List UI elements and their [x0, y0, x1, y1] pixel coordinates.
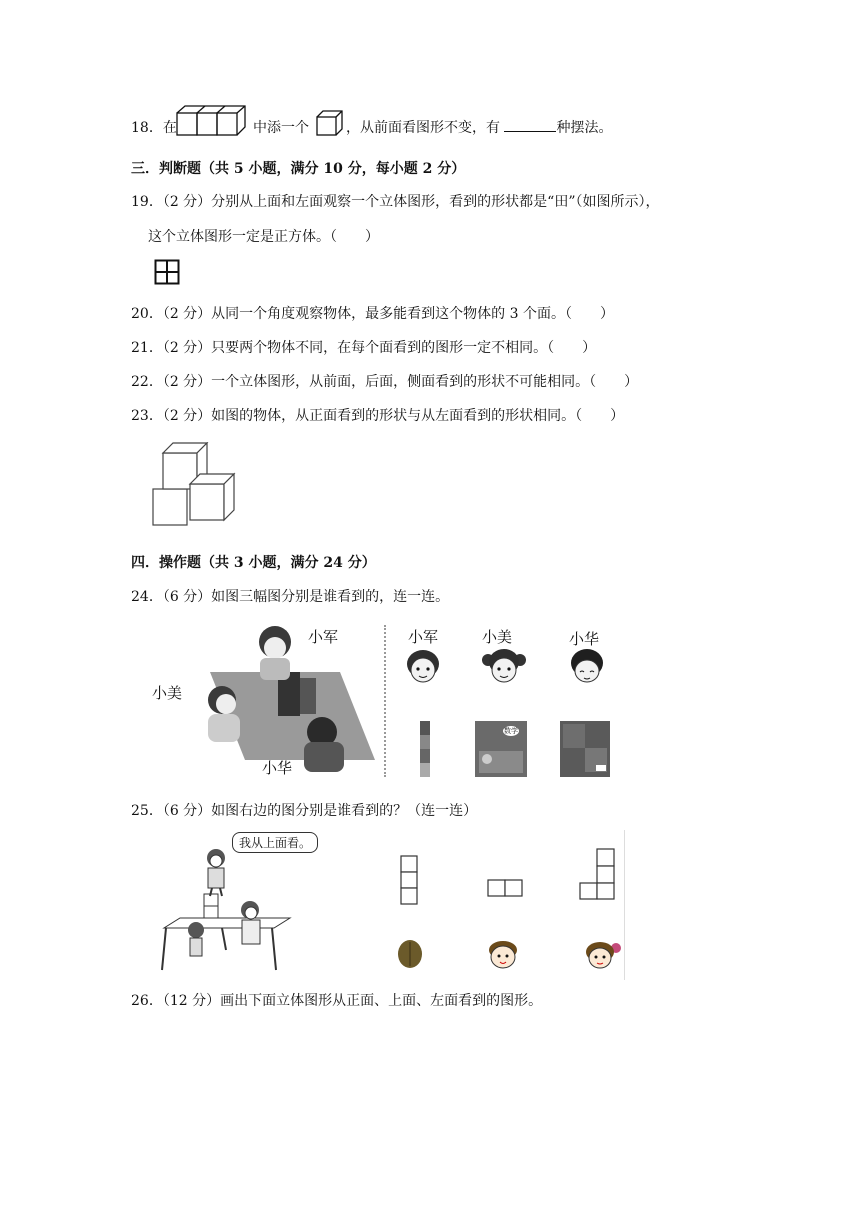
q25-right-edge — [624, 830, 625, 980]
q24-face-hua[interactable] — [568, 648, 606, 686]
q19-tian-figure — [154, 259, 180, 285]
q25-view-vertical[interactable] — [400, 855, 418, 905]
q21-line: 21．（2 分）只要两个物体不同，在每个面看到的图形一定不相同。（ ） — [131, 340, 597, 356]
q25-view-l-shape[interactable] — [578, 848, 616, 900]
q25-line: 25．（6 分）如图右边的图分别是谁看到的？（连一连） — [131, 803, 478, 819]
q19-line2: 这个立体图形一定是正方体。（ ） — [148, 229, 379, 245]
q18-post: ，从前面看图形不变，有 种摆法。 — [346, 120, 613, 136]
q24-view-side[interactable] — [420, 721, 430, 777]
q25-face-boy[interactable] — [487, 940, 519, 970]
q24-divider — [384, 625, 386, 777]
q25-speech-bubble: 我从上面看。 — [232, 832, 318, 853]
q25-view-horizontal[interactable] — [487, 879, 523, 897]
q24-face-jun[interactable] — [404, 648, 442, 686]
q26-line: 26．（12 分）画出下面立体图形从正面、上面、左面看到的图形。 — [131, 993, 543, 1009]
section3-title: 三．判断题（共 5 小题，满分 10 分，每小题 2 分） — [131, 161, 466, 177]
q25-face-back[interactable] — [396, 938, 424, 972]
q24-face-mei[interactable] — [480, 646, 528, 688]
q18-number: 18． — [131, 120, 163, 136]
q18-three-cubes-figure — [176, 105, 248, 137]
q24-scene-label-jun: 小军 — [308, 628, 339, 646]
q24-name-hua: 小华 — [569, 630, 600, 648]
q25-scene-illustration — [152, 830, 332, 972]
q25-face-girl[interactable] — [582, 940, 622, 970]
q18-blank[interactable] — [504, 119, 556, 132]
section4-title: 四．操作题（共 3 小题，满分 24 分） — [131, 555, 376, 571]
q18-pre: 在 — [162, 120, 177, 136]
q24-scene-label-hua: 小华 — [262, 759, 293, 777]
q19-line1: 19．（2 分）分别从上面和左面观察一个立体图形，看到的形状都是“田”（如图所示）， — [131, 194, 660, 210]
q20-line: 20．（2 分）从同一个角度观察物体，最多能看到这个物体的 3 个面。（ ） — [131, 306, 614, 322]
q24-name-mei: 小美 — [482, 628, 513, 646]
q18-mid: 中添一个 — [253, 120, 309, 136]
q23-line: 23．（2 分）如图的物体，从正面看到的形状与从左面看到的形状相同。（ ） — [131, 408, 625, 424]
q24-line: 24．（6 分）如图三幅图分别是谁看到的，连一连。 — [131, 589, 450, 605]
q24-scene-illustration — [150, 620, 382, 778]
q24-name-jun: 小军 — [408, 628, 439, 646]
q18-single-cube-figure — [316, 110, 344, 136]
q22-line: 22．（2 分）一个立体图形，从前面，后面，侧面看到的形状不可能相同。（ ） — [131, 374, 639, 390]
q24-view-top[interactable] — [560, 721, 610, 777]
q23-cubes-figure — [152, 442, 236, 528]
q24-view-front[interactable] — [475, 721, 527, 777]
q24-scene-label-mei: 小美 — [152, 684, 183, 702]
q24-book-label: 数学 — [504, 727, 518, 735]
q18-line — [131, 117, 177, 137]
